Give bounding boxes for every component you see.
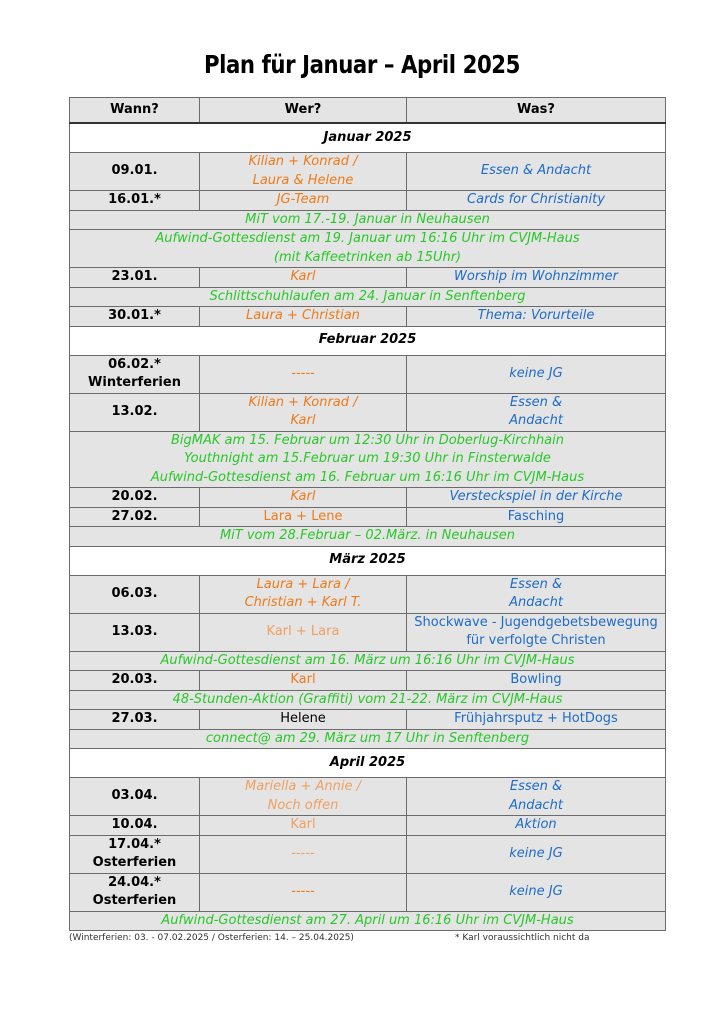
date-cell: 13.02. — [70, 393, 200, 431]
what-cell: Frühjahrsputz + HotDogs — [407, 710, 666, 730]
table-row — [70, 575, 666, 613]
what-cell: Essen & Andacht — [407, 153, 666, 191]
date-line: 17.04.* — [108, 836, 161, 852]
what-line: Andacht — [509, 797, 563, 813]
table-header-row — [70, 98, 666, 124]
header-when: Wann? — [70, 98, 200, 124]
event-row — [70, 287, 666, 307]
event-note: Aufwind-Gottesdienst am 16. März um 16:16 Uhr im CVJM-Haus — [70, 651, 666, 671]
date-cell: 23.01. — [70, 268, 200, 288]
what-cell: keine JG — [407, 873, 666, 911]
what-cell: Thema: Vorurteile — [407, 307, 666, 327]
table-row — [70, 153, 666, 191]
what-cell: Worship im Wohnzimmer — [407, 268, 666, 288]
who-cell: Karl — [200, 671, 407, 691]
holiday-label: Winterferien — [88, 375, 181, 390]
event-note: MiT vom 28.Februar – 02.März. in Neuhausen — [70, 527, 666, 547]
event-row — [70, 210, 666, 230]
event-row — [70, 690, 666, 710]
header-what: Was? — [407, 98, 666, 124]
who-cell: Karl + Lara — [200, 613, 407, 651]
what-cell — [407, 575, 666, 613]
event-note: Schlittschuhlaufen am 24. Januar in Senftenberg — [70, 287, 666, 307]
table-row — [70, 671, 666, 691]
event-note: MiT vom 17.-19. Januar in Neuhausen — [70, 210, 666, 230]
who-cell: JG-Team — [200, 191, 407, 211]
who-cell — [200, 393, 407, 431]
event-row — [70, 651, 666, 671]
header-who: Wer? — [200, 98, 407, 124]
date-cell: 13.03. — [70, 613, 200, 651]
month-row-february — [70, 326, 666, 355]
who-cell: Karl — [200, 816, 407, 836]
holiday-label: Osterferien — [92, 855, 177, 870]
who-cell: ----- — [200, 355, 407, 393]
what-cell: keine JG — [407, 355, 666, 393]
event-note: connect@ am 29. März um 17 Uhr in Senftenberg — [70, 729, 666, 749]
what-line: Essen & — [509, 576, 563, 592]
table-row — [70, 710, 666, 730]
page-title: Plan für Januar – April 2025 — [203, 50, 521, 79]
table-row — [70, 613, 666, 651]
footer-holidays-note: (Winterferien: 03. - 07.02.2025 / Osterferien: 14. – 25.04.2025) — [69, 933, 354, 943]
what-line: Shockwave - Jugendgebetsbewegung — [414, 614, 658, 630]
date-cell — [70, 873, 200, 911]
date-cell: 06.03. — [70, 575, 200, 613]
event-row — [70, 230, 666, 268]
who-line: Kilian + Konrad / — [248, 394, 358, 410]
who-cell: ----- — [200, 873, 407, 911]
table-row — [70, 488, 666, 508]
who-line: Laura & Helene — [252, 172, 354, 188]
what-cell: Versteckspiel in der Kirche — [407, 488, 666, 508]
who-line: Karl — [290, 413, 316, 428]
date-cell: 30.01.* — [70, 307, 200, 327]
event-line: Aufwind-Gottesdienst am 19. Januar um 16:16 Uhr im CVJM-Haus — [155, 231, 580, 246]
date-cell: 27.03. — [70, 710, 200, 730]
what-cell: Fasching — [407, 507, 666, 527]
who-line: Christian + Karl T. — [244, 595, 362, 610]
what-cell — [407, 778, 666, 816]
who-cell: ----- — [200, 835, 407, 873]
date-cell: 27.02. — [70, 507, 200, 527]
date-cell: 03.04. — [70, 778, 200, 816]
event-note — [70, 230, 666, 268]
who-line: Noch offen — [267, 797, 339, 813]
what-cell: keine JG — [407, 835, 666, 873]
date-line: 24.04.* — [108, 874, 161, 890]
holiday-label: Osterferien — [92, 893, 177, 908]
table-row — [70, 873, 666, 911]
what-line: Andacht — [509, 595, 563, 610]
event-line: Youthnight am 15.Februar um 19:30 Uhr in Finsterwalde — [184, 451, 551, 466]
what-cell: Bowling — [407, 671, 666, 691]
what-line: Essen & — [509, 394, 563, 410]
what-cell: Aktion — [407, 816, 666, 836]
table-row — [70, 816, 666, 836]
event-line: BigMAK am 15. Februar um 12:30 Uhr in Doberlug-Kirchhain — [171, 432, 564, 448]
what-line: Andacht — [509, 413, 563, 428]
event-row — [70, 431, 666, 488]
table-row — [70, 268, 666, 288]
date-line: 06.02.* — [108, 356, 161, 372]
footer-asterisk-note: * Karl voraussichtlich nicht da — [455, 933, 590, 943]
what-line: Essen & — [509, 779, 563, 794]
who-cell: Laura + Christian — [200, 307, 407, 327]
who-cell — [200, 153, 407, 191]
who-cell: Helene — [200, 710, 407, 730]
date-cell — [70, 355, 200, 393]
table-row — [70, 355, 666, 393]
date-cell: 20.02. — [70, 488, 200, 508]
event-note: 48-Stunden-Aktion (Graffiti) vom 21-22. März im CVJM-Haus — [70, 690, 666, 710]
who-cell: Karl — [200, 268, 407, 288]
who-line: Kilian + Konrad / — [248, 154, 358, 169]
table-row — [70, 307, 666, 327]
who-cell — [200, 778, 407, 816]
what-cell — [407, 613, 666, 651]
table-row — [70, 835, 666, 873]
date-cell: 20.03. — [70, 671, 200, 691]
who-cell — [200, 575, 407, 613]
what-cell: Cards for Christianity — [407, 191, 666, 211]
what-cell — [407, 393, 666, 431]
month-label: April 2025 — [70, 749, 666, 778]
who-line: Mariella + Annie / — [245, 779, 361, 794]
event-row — [70, 911, 666, 931]
date-cell — [70, 835, 200, 873]
month-row-march — [70, 546, 666, 575]
schedule-table — [69, 97, 666, 931]
event-row — [70, 729, 666, 749]
month-label: Januar 2025 — [70, 123, 666, 153]
table-row — [70, 191, 666, 211]
month-row-january — [70, 123, 666, 153]
event-line: Aufwind-Gottesdienst am 16. Februar um 16:16 Uhr im CVJM-Haus — [150, 469, 585, 485]
date-cell: 16.01.* — [70, 191, 200, 211]
who-cell: Karl — [200, 488, 407, 508]
date-cell: 09.01. — [70, 153, 200, 191]
date-cell: 10.04. — [70, 816, 200, 836]
what-line: für verfolgte Christen — [466, 633, 606, 648]
event-note: Aufwind-Gottesdienst am 27. April um 16:16 Uhr im CVJM-Haus — [70, 911, 666, 931]
table-row — [70, 393, 666, 431]
month-label: Februar 2025 — [70, 326, 666, 355]
table-row — [70, 507, 666, 527]
event-line: (mit Kaffeetrinken ab 15Uhr) — [273, 249, 462, 265]
who-line: Laura + Lara / — [256, 576, 350, 592]
month-label: März 2025 — [70, 546, 666, 575]
table-row — [70, 778, 666, 816]
event-row — [70, 527, 666, 547]
who-cell: Lara + Lene — [200, 507, 407, 527]
month-row-april — [70, 749, 666, 778]
event-note — [70, 431, 666, 488]
